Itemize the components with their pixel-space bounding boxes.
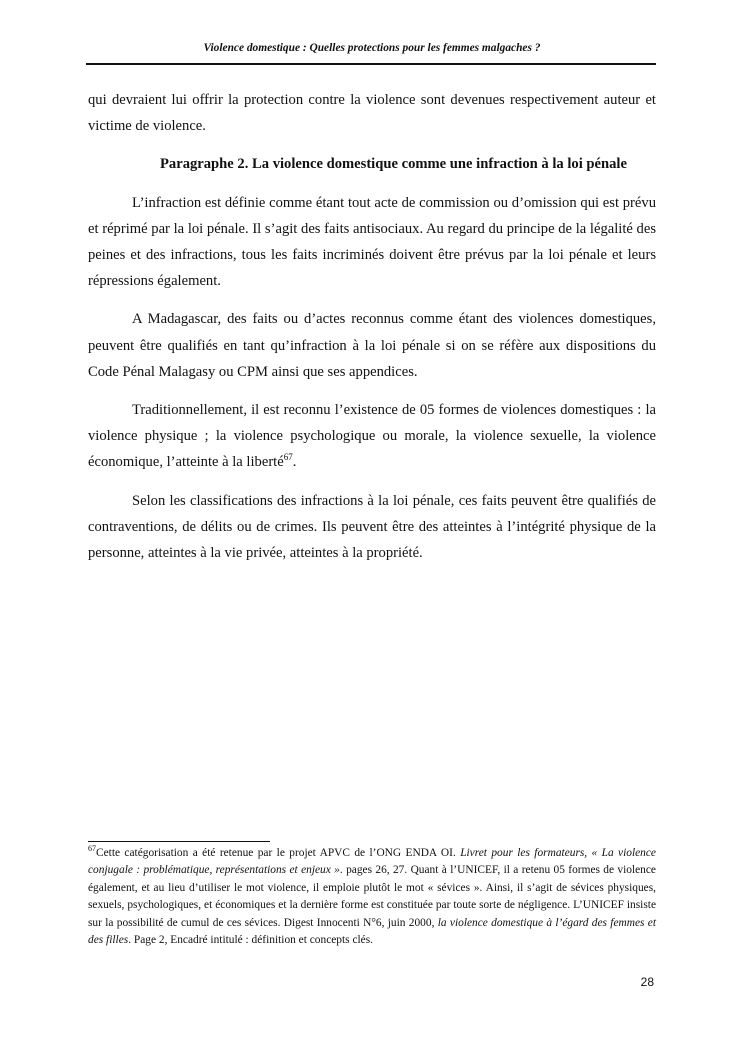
main-text [88, 87, 656, 578]
paragraph-classifications: Selon les classifications des infractions à la loi pénale, ces faits peuvent être qualifiés de contraventions, de délits ou de crimes. Ils peuvent être des atteintes à l’intégrité physique de la personne, atteintes à la vie privée, atteintes à la propriété. [88, 492, 656, 562]
paragraph-infraction-definition: L’infraction est définie comme étant tout acte de commission ou d’omission qui est prévu et réprimé par la loi pénale. Il s’agit des faits antisociaux. Au regard du principe de la légalité des peines et des infractions, tous les faits incriminés doivent être prévus par la loi pénale et leurs répressions également. [88, 194, 656, 290]
paragraph-forms-text: Traditionnellement, il est reconnu l’existence de 05 formes de violences domestiques : la violence physique ; la violence psychologique ou morale, la violence sexuelle, la violence économique, l’atteinte à la liberté [88, 402, 656, 471]
footnote-italic-1: Livret pour les formateurs, « La violence conjugale : problématique, représentations et enjeux » [88, 847, 656, 877]
paragraph-forms-of-violence [88, 397, 656, 476]
footnote-rule [88, 841, 270, 842]
paragraph-madagascar: A Madagascar, des faits ou d’actes reconnus comme étant des violences domestiques, peuvent être qualifiés en tant qu’infraction à la loi pénale si on se réfère aux dispositions du Code Pénal Malagasy ou CPM ainsi que ses appendices. [88, 311, 656, 380]
page-number: 28 [640, 975, 654, 989]
footnote-number: 67 [88, 844, 96, 853]
footnote-reference[interactable]: 67 [283, 452, 293, 463]
footnote-italic-2: la violence domestique à l’égard des femmes et des filles [88, 916, 656, 947]
footnote-text-3: . Page 2, Encadré intitulé : définition et concepts clés. [128, 934, 374, 947]
section-heading: Paragraphe 2. La violence domestique comme une infraction à la loi pénale [160, 156, 627, 173]
paragraph-forms-end: . [292, 454, 297, 471]
footnote-text-1: Cette catégorisation a été retenue par le projet APVC de l’ONG ENDA OI. [96, 847, 461, 859]
header-rule [86, 63, 656, 65]
paragraph-continuation: qui devraient lui offrir la protection contre la violence sont devenues respectivement auteur et victime de violence. [88, 92, 656, 135]
running-header: Violence domestique : Quelles protections pour les femmes malgaches ? [203, 42, 541, 54]
footnote [88, 845, 656, 949]
footnote-text-2: . pages 26, 27. Quant à l’UNICEF, il a retenu 05 formes de violence également, et au lieu d’utiliser le mot violence, il emploie plutôt le mot « sévices ». Ainsi, il s’agit de sévices physiques, sexuels, psychologiques, et économiques et la dernière forme est constituée par toute sorte de négligence. L’UNICEF insiste sur la possibilité de cumul de ces sévices. Digest Innocenti N°6, juin 2000, [88, 864, 656, 929]
